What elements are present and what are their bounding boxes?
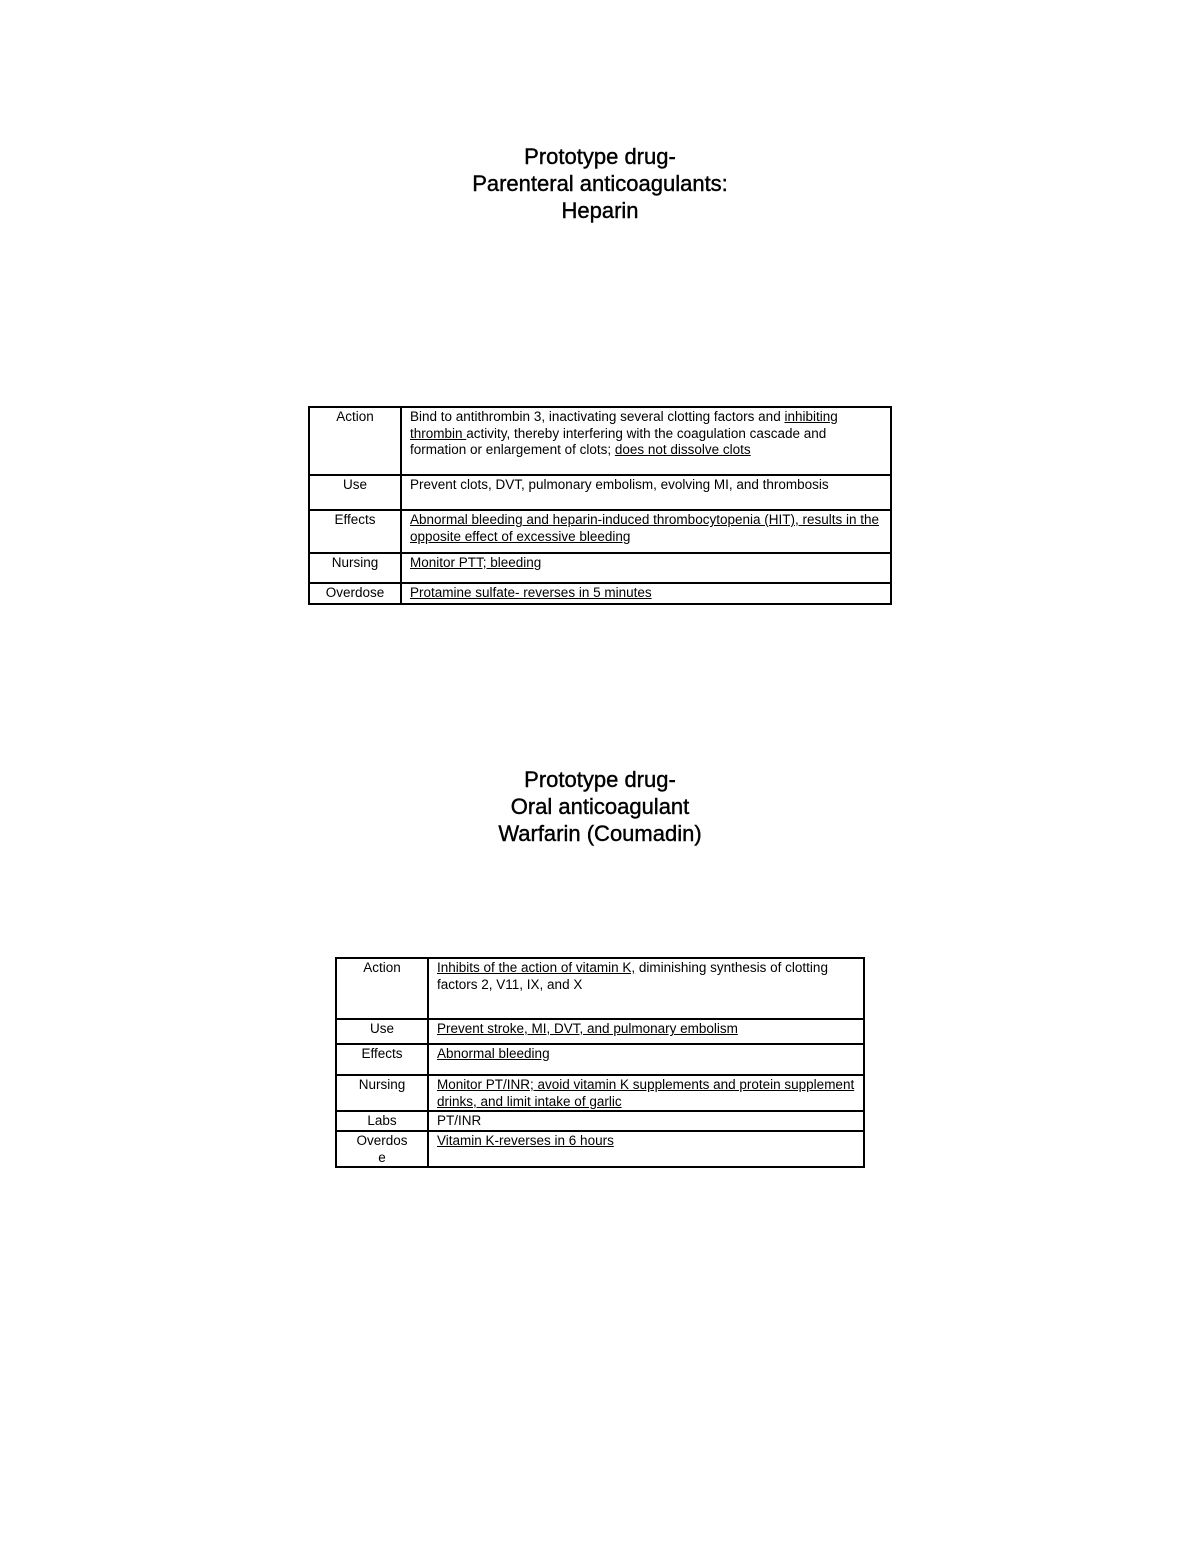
table-row [336,1111,864,1131]
row-value-labs: PT/INR [428,1111,864,1131]
row-value-overdose: Protamine sulfate- reverses in 5 minutes [401,583,891,604]
heparin-title-line-1: Prototype drug- [524,144,676,169]
overdose-label-bottom: e [378,1149,386,1165]
table-row [309,475,891,510]
table-row [336,958,864,1019]
row-label-action: Action [309,407,401,475]
row-value-nursing: Monitor PT/INR; avoid vitamin K supplements and protein supplement drinks, and limit intake of garlic [428,1075,864,1111]
table-row [309,510,891,553]
row-label-labs: Labs [336,1111,428,1131]
warfarin-title-line-2: Oral anticoagulant [510,794,690,819]
row-label-use: Use [336,1019,428,1044]
heparin-table [308,406,892,605]
row-value-effects: Abnormal bleeding and heparin-induced thrombocytopenia (HIT), results in the opposite effect of excessive bleeding [401,510,891,553]
heparin-title [0,143,1200,224]
table-row [336,1044,864,1075]
row-value-action [428,958,864,1019]
warfarin-title [0,766,1200,847]
row-value-nursing: Monitor PTT; bleeding [401,553,891,583]
row-value-effects: Abnormal bleeding [428,1044,864,1075]
heparin-title-line-3: Heparin [561,198,639,223]
row-value-use: Prevent stroke, MI, DVT, and pulmonary embolism [428,1019,864,1044]
table-row [336,1075,864,1111]
warfarin-title-line-3: Warfarin (Coumadin) [498,821,702,846]
table-row [309,407,891,475]
row-label-effects: Effects [309,510,401,553]
row-label-overdose [336,1131,428,1167]
action-text-1: Inhibits of the action of vitamin K, [437,960,636,975]
row-label-action: Action [336,958,428,1019]
table-row [309,553,891,583]
action-text-4: does not dissolve clots [614,442,751,457]
table-row [336,1019,864,1044]
row-label-nursing: Nursing [336,1075,428,1111]
action-text-2: inhibiting thrombin [410,409,838,441]
row-label-overdose: Overdose [309,583,401,604]
warfarin-table [335,957,865,1168]
table-row [309,583,891,604]
action-text-1: Bind to antithrombin 3, inactivating several clotting factors and [410,409,785,424]
row-value-action [401,407,891,475]
overdose-label-top: Overdos [356,1133,408,1148]
row-label-nursing: Nursing [309,553,401,583]
row-value-overdose: Vitamin K-reverses in 6 hours [428,1131,864,1167]
action-text-3: activity, thereby interfering with the coagulation cascade and formation or enlargement of clots; [410,425,827,457]
table-row [336,1131,864,1167]
heparin-title-line-2: Parenteral anticoagulants: [472,171,728,196]
warfarin-title-line-1: Prototype drug- [524,767,676,792]
row-label-use: Use [309,475,401,510]
action-text-2: diminishing synthesis of clotting factors 2, V11, IX, and X [437,960,828,992]
row-label-effects: Effects [336,1044,428,1075]
row-value-use: Prevent clots, DVT, pulmonary embolism, evolving MI, and thrombosis [401,475,891,510]
